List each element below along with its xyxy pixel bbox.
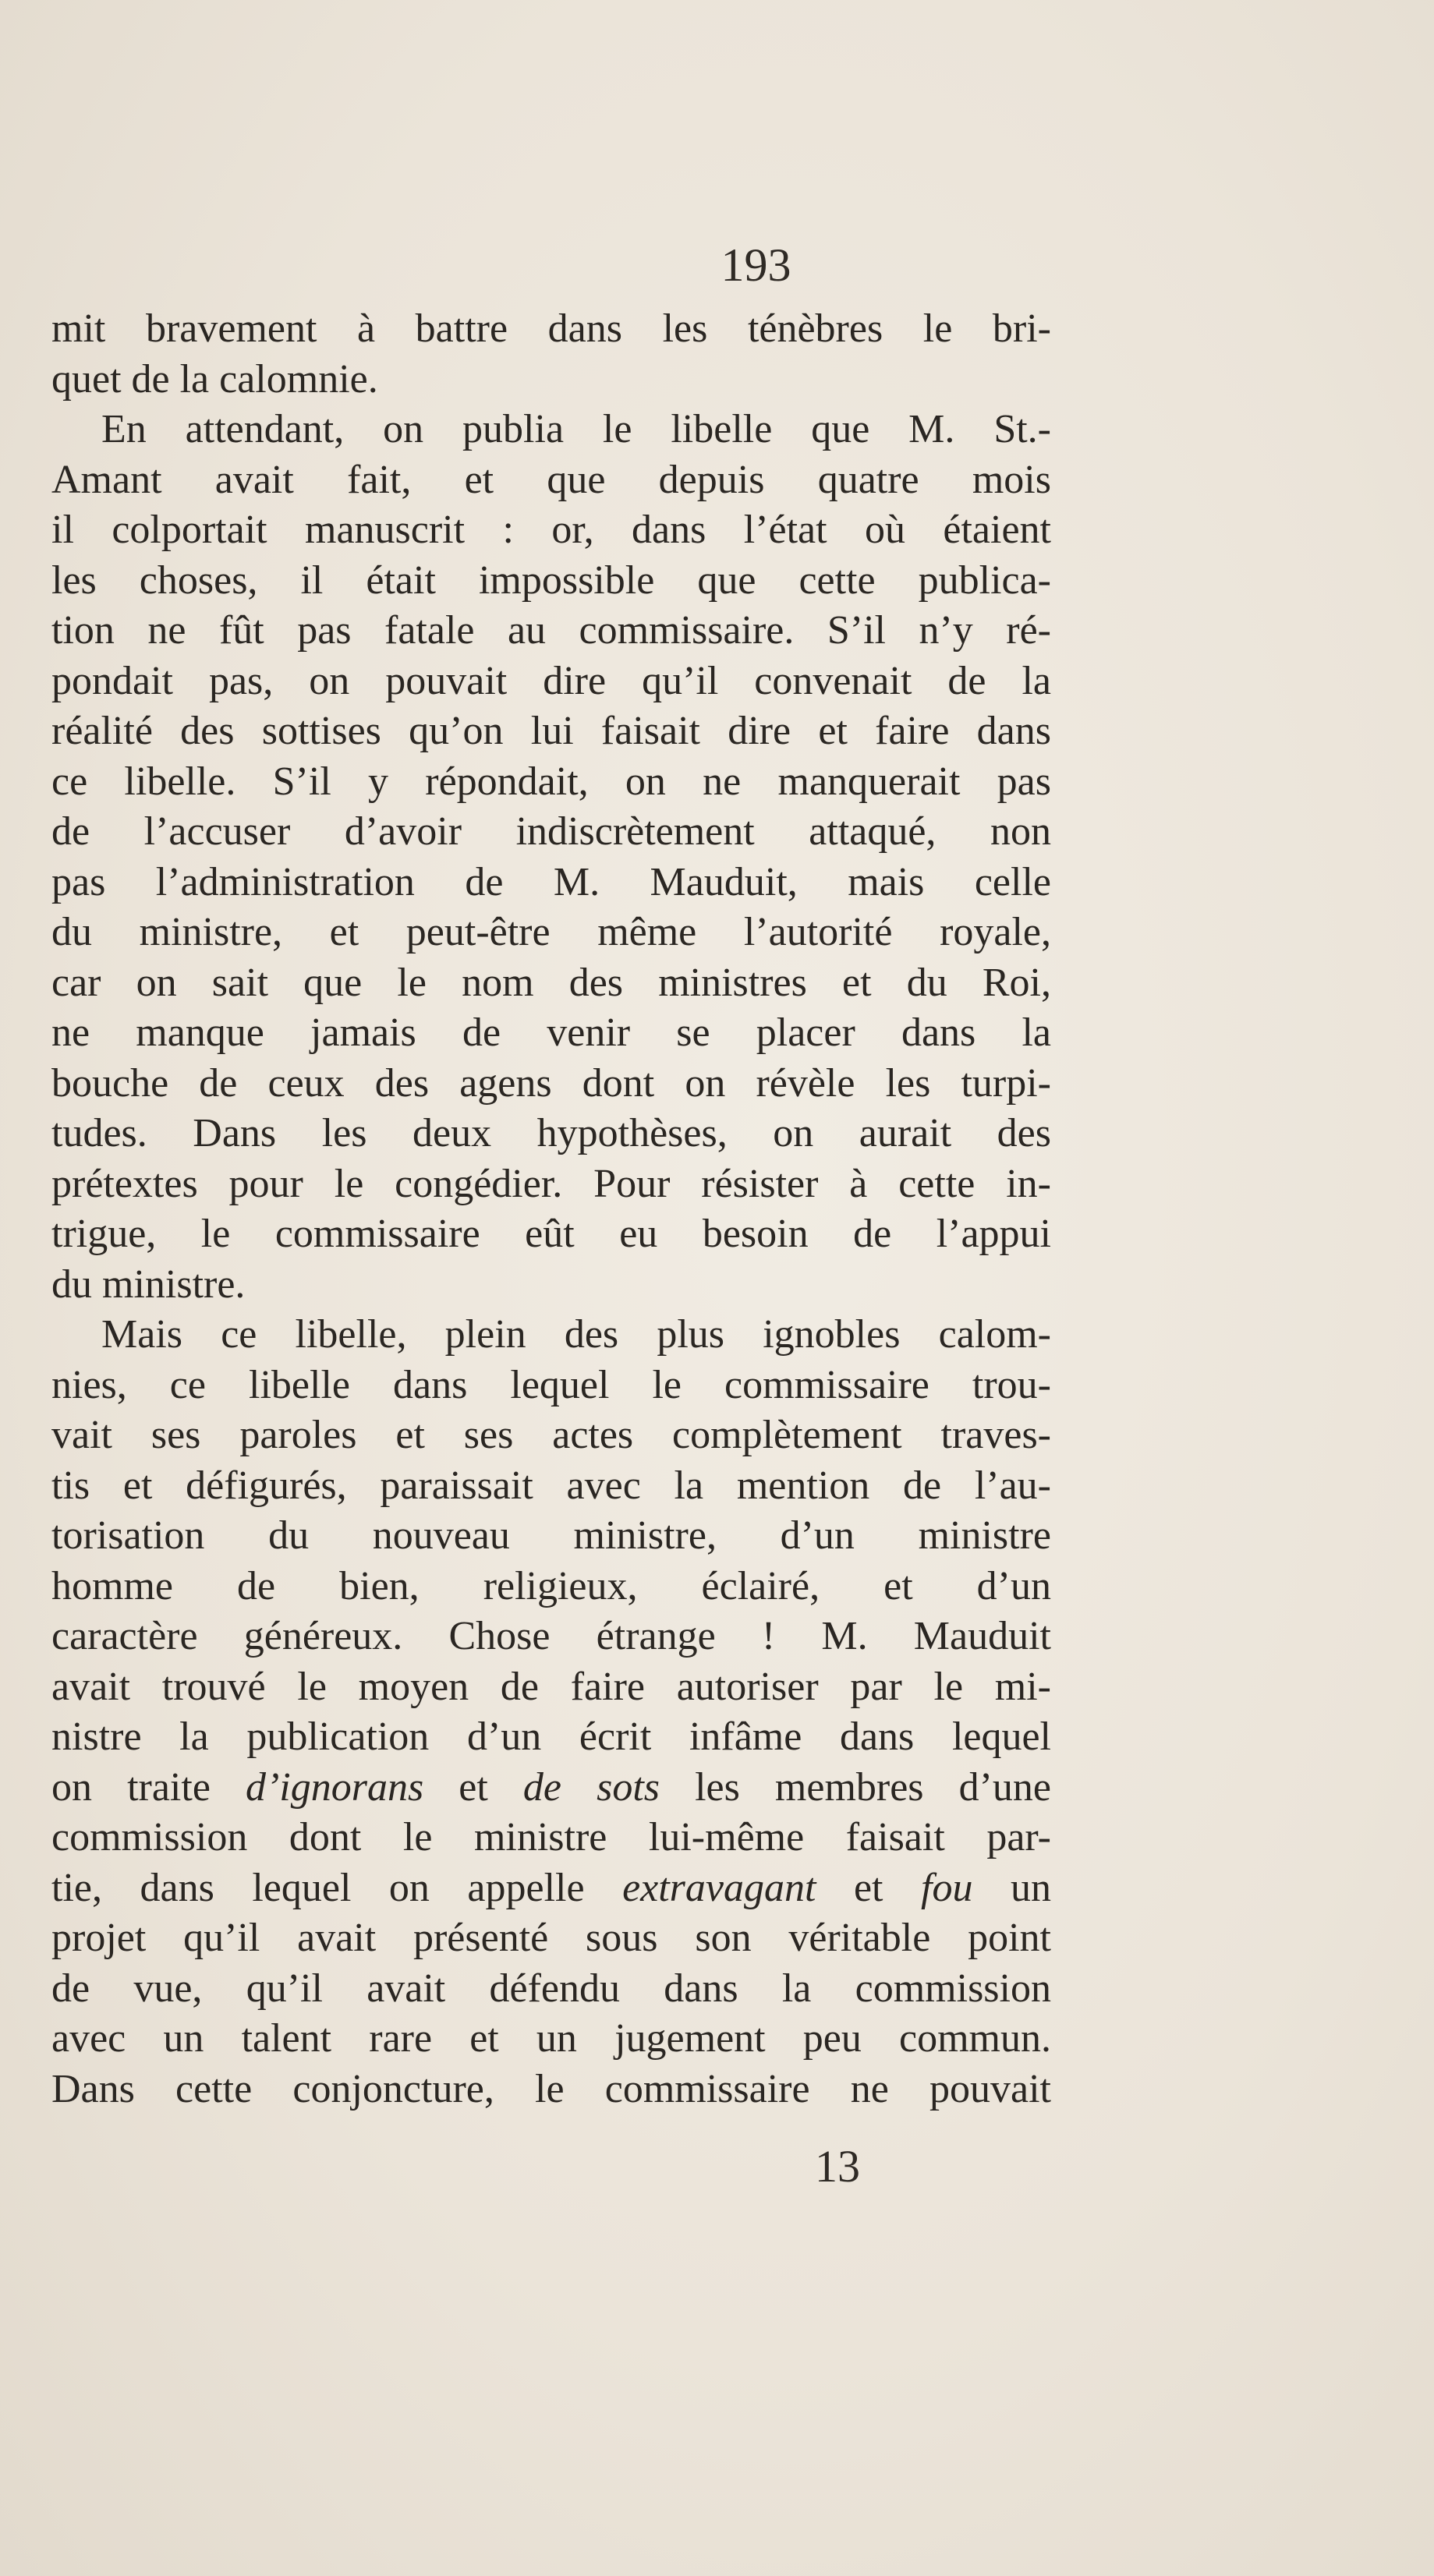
text-line (51, 1763, 1051, 1813)
text-line: avec un talent rare et un jugement peu commun. (51, 2016, 1051, 2061)
text-line: Amant avait fait, et que depuis quatre mois (51, 457, 1051, 502)
signature-mark: 13 (815, 2141, 860, 2192)
text-line: pondait pas, on pouvait dire qu’il convenait de la (51, 658, 1051, 703)
text-line: bouche de ceux des agens dont on révèle les turpi- (51, 1060, 1051, 1106)
text-line: de l’accuser d’avoir indiscrètement attaqué, non (51, 809, 1051, 854)
text-line: car on sait que le nom des ministres et du Roi, (51, 960, 1051, 1005)
text-line: commission dont le ministre lui-même faisait par- (51, 1815, 1051, 1859)
text-line: avait trouvé le moyen de faire autoriser par le mi- (51, 1664, 1051, 1709)
text-fragment: on traite (51, 1764, 246, 1810)
text-line: trigue, le commissaire eût eu besoin de l’appui (51, 1212, 1051, 1256)
text-line: torisation du nouveau ministre, d’un ministre (51, 1513, 1051, 1558)
text-line: Dans cette conjoncture, le commissaire ne pouvait (51, 2066, 1051, 2111)
text-line: du ministre. (51, 1261, 246, 1307)
italic-phrase: de sots (522, 1764, 660, 1810)
text-line: tis et défigurés, paraissait avec la mention de l’au- (51, 1463, 1051, 1508)
text-line: ne manque jamais de venir se placer dans la (51, 1010, 1051, 1055)
text-line: homme de bien, religieux, éclairé, et d’un (51, 1563, 1051, 1608)
text-fragment: tie, dans lequel on appelle (51, 1865, 623, 1910)
text-line: Mais ce libelle, plein des plus ignobles calom- (101, 1312, 1051, 1357)
text-line: les choses, il était impossible que cette publica- (51, 557, 1051, 603)
italic-phrase: fou (921, 1865, 973, 1910)
italic-phrase: d’ignorans (245, 1764, 424, 1810)
text-line: de vue, qu’il avait défendu dans la commission (51, 1966, 1051, 2011)
text-fragment: et (816, 1865, 922, 1910)
body-text (51, 304, 1051, 2114)
text-line: tion ne fût pas fatale au commissaire. S’il n’y ré- (51, 608, 1051, 653)
text-line: mit bravement à battre dans les ténèbres le bri- (51, 306, 1051, 351)
text-fragment: un (972, 1865, 1051, 1910)
text-line: En attendant, on publia le libelle que M. St.- (101, 407, 1051, 451)
text-line: pas l’administration de M. Mauduit, mais celle (51, 859, 1051, 904)
text-line: prétextes pour le congédier. Pour résister à cette in- (51, 1161, 1051, 1206)
italic-phrase: extravagant (622, 1865, 816, 1910)
text-line: il colportait manuscrit : or, dans l’état où étaient (51, 508, 1051, 552)
text-line: vait ses paroles et ses actes complètement traves- (51, 1413, 1051, 1457)
text-line: caractère généreux. Chose étrange ! M. Mauduit (51, 1614, 1051, 1658)
text-line: nistre la publication d’un écrit infâme dans lequel (51, 1714, 1051, 1759)
text-line: nies, ce libelle dans lequel le commissaire trou- (51, 1362, 1051, 1407)
text-line (51, 1863, 1051, 1914)
text-line: réalité des sottises qu’on lui faisait dire et faire dans (51, 709, 1051, 753)
text-line: ce libelle. S’il y répondait, on ne manquerait pas (51, 759, 1051, 804)
text-fragment: et (423, 1764, 523, 1810)
text-fragment: les membres d’une (660, 1764, 1051, 1810)
text-line: tudes. Dans les deux hypothèses, on aurait des (51, 1111, 1051, 1155)
text-line: projet qu’il avait présenté sous son véritable point (51, 1916, 1051, 1960)
page-number: 193 (721, 239, 791, 291)
text-line: du ministre, et peut-être même l’autorité royale, (51, 910, 1051, 954)
text-line: quet de la calomnie. (51, 356, 378, 402)
